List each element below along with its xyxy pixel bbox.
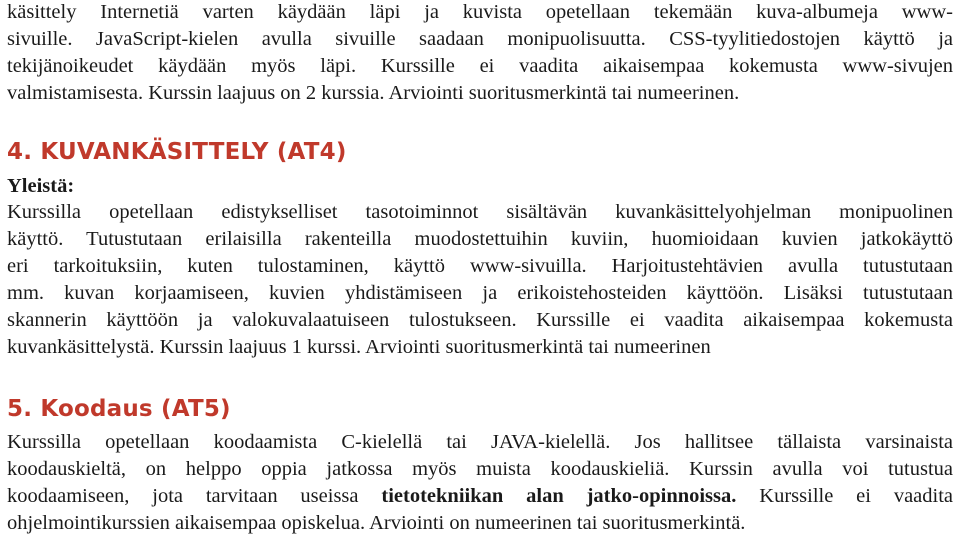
- section-5-heading: 5. Koodaus (AT5): [7, 396, 231, 422]
- intro-line-3: tekijänoikeudet käydään myös läpi. Kurssille ei vaadita aikaisempaa kokemusta www-sivujen: [7, 55, 953, 77]
- intro-line-4: valmistamisesta. Kurssin laajuus on 2 kurssia. Arviointi suoritusmerkintä tai numeerinen.: [7, 82, 740, 104]
- section-4-subheading: Yleistä:: [7, 175, 75, 197]
- section-5-line-4: ohjelmointikurssien aikaisempaa opiskelua. Arviointi on numeerinen tai suoritusmerkintä.: [7, 512, 746, 534]
- section-4-line-5: skannerin käyttöön ja valokuvalaatuiseen tulostukseen. Kurssille ei vaadita aikaisempaa kokemusta: [7, 309, 953, 331]
- section-5-line-3: [7, 484, 953, 508]
- section-4-heading: 4. KUVANKÄSITTELY (AT4): [7, 139, 347, 165]
- section-5-line-1: Kurssilla opetellaan koodaamista C-kielellä tai JAVA-kielellä. Jos hallitsee tällaista varsinaista: [7, 431, 953, 453]
- section-5-line-2: koodauskieltä, on helppo oppia jatkossa myös muista koodauskieliä. Kurssin avulla voi tutustua: [7, 458, 953, 480]
- section-5-bold-phrase: tietotekniikan alan jatko-opinnoissa.: [381, 485, 737, 507]
- section-5-line-3-end: Kurssille ei vaadita: [759, 485, 954, 507]
- section-5-line-3-start: koodaamiseen, jota tarvitaan useissa: [7, 485, 359, 507]
- section-4-line-3: eri tarkoituksiin, kuten tulostaminen, käyttö www-sivuilla. Harjoitustehtävien avulla tutustutaan: [7, 255, 953, 277]
- intro-line-2: sivuille. JavaScript-kielen avulla sivuille saadaan monipuolisuutta. CSS-tyylitiedostojen käyttö ja: [7, 28, 953, 50]
- section-4-line-4: mm. kuvan korjaamiseen, kuvien yhdistämiseen ja erikoistehosteiden käyttöön. Lisäksi tutustutaan: [7, 282, 953, 304]
- intro-line-1: käsittely Internetiä varten käydään läpi ja kuvista opetellaan tekemään kuva-albumeja www-: [7, 1, 953, 23]
- section-4-line-6: kuvankäsittelystä. Kurssin laajuus 1 kurssi. Arviointi suoritusmerkintä tai numeerinen: [7, 336, 711, 358]
- section-4-line-1: Kurssilla opetellaan edistykselliset tasotoiminnot sisältävän kuvankäsittelyohjelman monipuolinen: [7, 201, 953, 223]
- section-4-line-2: käyttö. Tutustutaan erilaisilla rakenteilla muodostettuihin kuviin, huomioidaan kuvien jatkokäyttö: [7, 228, 953, 250]
